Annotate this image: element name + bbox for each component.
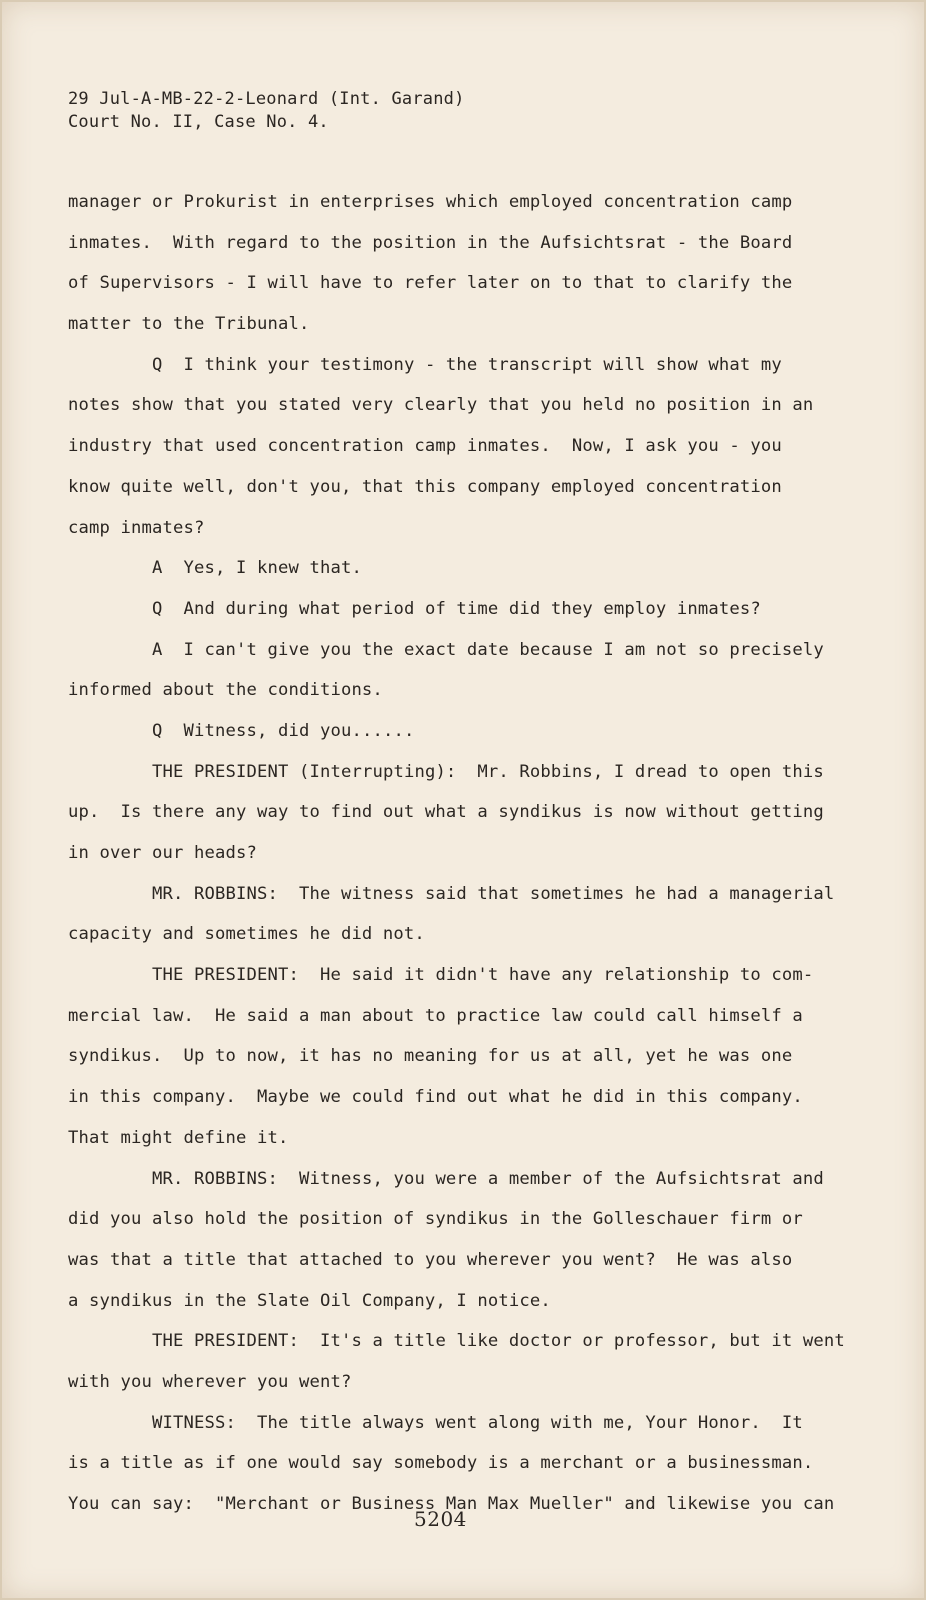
transcript-line: a syndikus in the Slate Oil Company, I notice. [68, 1290, 551, 1311]
transcript-line: manager or Prokurist in enterprises which employed concentration camp [68, 192, 793, 212]
transcript-line: informed about the conditions. [68, 680, 383, 701]
header-court-case-line: Court No. II, Case No. 4. [68, 112, 329, 132]
transcript-line: camp inmates? [68, 517, 205, 538]
transcript-line: is a title as if one would say somebody is a merchant or a businessman. [68, 1453, 814, 1474]
transcript-line: with you wherever you went? [68, 1371, 352, 1392]
transcript-line: in this company. Maybe we could find out what he did in this company. [68, 1087, 803, 1108]
transcript-line: was that a title that attached to you wherever you went? He was also [68, 1249, 793, 1270]
speaker-line: WITNESS: The title always went along with me, Your Honor. It [152, 1412, 803, 1433]
question-line: Q I think your testimony - the transcript will show what my [152, 354, 782, 375]
speaker-line: THE PRESIDENT (Interrupting): Mr. Robbins, I dread to open this [152, 761, 824, 782]
transcript-body [68, 190, 848, 1533]
document-header [68, 88, 465, 134]
transcript-line: mercial law. He said a man about to practice law could call himself a [68, 1005, 803, 1026]
transcript-line: up. Is there any way to find out what a syndikus is now without getting [68, 802, 824, 823]
transcript-line: You can say: "Merchant or Business Man Max Mueller" and likewise you can [68, 1494, 835, 1514]
transcript-line: That might define it. [68, 1127, 289, 1148]
transcript-line: industry that used concentration camp inmates. Now, I ask you - you [68, 436, 782, 457]
speaker-line: MR. ROBBINS: Witness, you were a member of the Aufsichtsrat and [152, 1168, 824, 1189]
answer-line: A Yes, I knew that. [152, 558, 362, 579]
transcript-line: inmates. With regard to the position in the Aufsichtsrat - the Board [68, 232, 793, 253]
transcript-line: capacity and sometimes he did not. [68, 924, 425, 945]
transcript-line: matter to the Tribunal. [68, 314, 310, 335]
transcript-line: of Supervisors - I will have to refer later on to that to clarify the [68, 273, 793, 294]
answer-line: A I can't give you the exact date because I am not so precisely [152, 639, 824, 660]
speaker-line: MR. ROBBINS: The witness said that sometimes he had a managerial [152, 883, 835, 904]
transcript-line: know quite well, don't you, that this company employed concentration [68, 476, 782, 497]
speaker-line: THE PRESIDENT: It's a title like doctor or professor, but it went [152, 1331, 845, 1352]
page-number: 5204 [414, 1507, 467, 1531]
transcript-line: syndikus. Up to now, it has no meaning for us at all, yet he was one [68, 1046, 793, 1067]
question-line: Q And during what period of time did they employ inmates? [152, 598, 761, 619]
question-line: Q Witness, did you...... [152, 720, 415, 741]
transcript-line: in over our heads? [68, 843, 257, 863]
speaker-line: THE PRESIDENT: He said it didn't have any relationship to com- [152, 965, 814, 986]
header-reference-line: 29 Jul-A-MB-22-2-Leonard (Int. Garand) [68, 89, 465, 109]
transcript-line: notes show that you stated very clearly that you held no position in an [68, 395, 814, 416]
transcript-line: did you also hold the position of syndikus in the Golleschauer firm or [68, 1209, 803, 1230]
